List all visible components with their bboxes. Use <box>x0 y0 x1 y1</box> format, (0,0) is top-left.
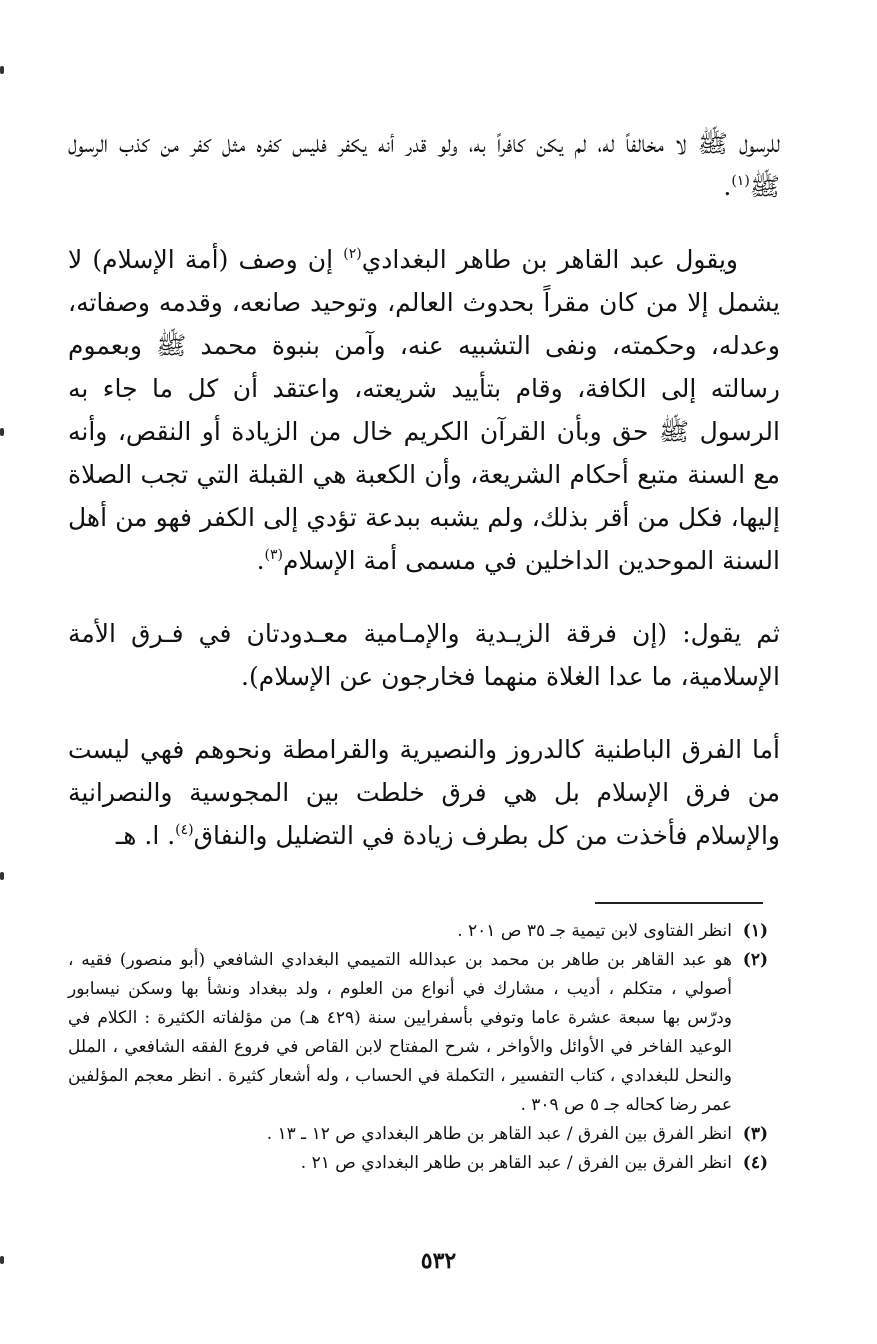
footnote-number: (١) <box>742 921 768 941</box>
footnote-ref-1: (١) <box>731 173 750 189</box>
footnote-text: هو عبد القاهر بن طاهر بن محمد بن عبدالله التميمي البغدادي الشافعي (أبو منصور) فقيه ، أصولي ، متكلم ، أديب ، مشارك في أنواع من العلوم ، ولد ببغداد ونشأ بها وسكن نيسابور ودرّس بها سبعة عشرة عاما وتوفي بأسفرايين سنة (٤٢٩ هـ) من مؤلفاته الكثيرة : الكلام في الوعيد الفاخر في الأوائل والأواخر ، شرح المفتاح لابن القاص في فروع الفقه الشافعي ، الملل والنحل للبغدادي ، كتاب التفسير ، التكملة في الحساب ، وله أشعار كثيرة . انظر معجم المؤلفين عمر رضا كحاله جـ ٥ ص ٣٠٩ . <box>68 950 732 1115</box>
margin-mark <box>0 872 4 880</box>
paragraph-2-tail: . <box>256 546 265 575</box>
paragraph-2-text-a: ويقول عبد القاهر بن طاهر البغدادي <box>361 245 738 274</box>
footnotes <box>68 917 768 1178</box>
footnote-2 <box>68 946 768 1120</box>
margin-mark <box>0 1256 4 1264</box>
paragraph-4-text: أما الفرق الباطنية كالدروز والنصيرية والقرامطة ونحوهم فهي ليست من فرق الإسلام بل هي فرق خلطت بين المجوسية والنصرانية والإسلام فأخذت من كل بطرف زيادة في التضليل والنفاق <box>68 735 780 850</box>
footnote-ref-4: (٤) <box>175 822 194 838</box>
main-text <box>68 122 780 857</box>
margin-mark <box>0 66 4 74</box>
footnote-ref-2: (٢) <box>343 246 362 262</box>
footnote-number: (٤) <box>742 1153 768 1173</box>
footnote-number: (٣) <box>742 1124 768 1144</box>
footnote-4 <box>68 1149 768 1178</box>
footnote-separator <box>595 902 763 904</box>
footnote-text: انظر الفرق بين الفرق / عبد القاهر بن طاهر البغدادي ص ٢١ . <box>300 1153 732 1173</box>
paragraph-1-tail: . <box>723 172 732 201</box>
margin-mark <box>0 428 4 436</box>
footnote-number: (٢) <box>742 950 768 970</box>
paragraph-2 <box>68 238 780 582</box>
footnote-1 <box>68 917 768 946</box>
paragraph-4-tail: . ا. هـ <box>115 821 176 850</box>
paragraph-3 <box>68 612 780 698</box>
paragraph-4 <box>68 728 780 857</box>
footnote-text: انظر الفرق بين الفرق / عبد القاهر بن طاهر البغدادي ص ١٢ ـ ١٣ . <box>266 1124 732 1144</box>
paragraph-3-text: ثم يقول: (إن فرقة الزيـدية والإمـامية معـدودتان في فـرق الأمة الإسلامية، ما عدا الغلاة منهما فخارجون عن الإسلام). <box>68 619 780 691</box>
footnote-text: انظر الفتاوى لابن تيمية جـ ٣٥ ص ٢٠١ . <box>457 921 732 941</box>
paragraph-2-text-b: إن وصف (أمة الإسلام) لا يشمل إلا من كان مقراً بحدوث العالم، وتوحيد صانعه، وقدمه وصفاته، وعدله، وحكمته، ونفى التشبيه عنه، وآمن بنبوة محمد ﷺ وبعموم رسالته إلى الكافة، وقام بتأييد شريعته، واعتقد أن كل ما جاء به الرسول ﷺ حق وبأن القرآن الكريم خال من الزيادة أو النقص، وأنه مع السنة متبع أحكام الشريعة، وأن الكعبة هي القبلة التي تجب الصلاة إليها، فكل من أقر بذلك، ولم يشبه ببدعة تؤدي إلى الكفر فهو من أهل السنة الموحدين الداخلين في مسمى أمة الإسلام <box>68 245 780 575</box>
paragraph-1 <box>68 122 780 208</box>
footnote-3 <box>68 1120 768 1149</box>
footnote-ref-3: (٣) <box>264 547 283 563</box>
page-number: ٥٣٢ <box>420 1248 457 1274</box>
paragraph-1-text: للرسول ﷺ لا مخالفاً له، لم يكن كافراً به، ولو قدر أنه يكفر فليس كفره مثل كفر من كذب الرسول ﷺ <box>68 129 780 201</box>
